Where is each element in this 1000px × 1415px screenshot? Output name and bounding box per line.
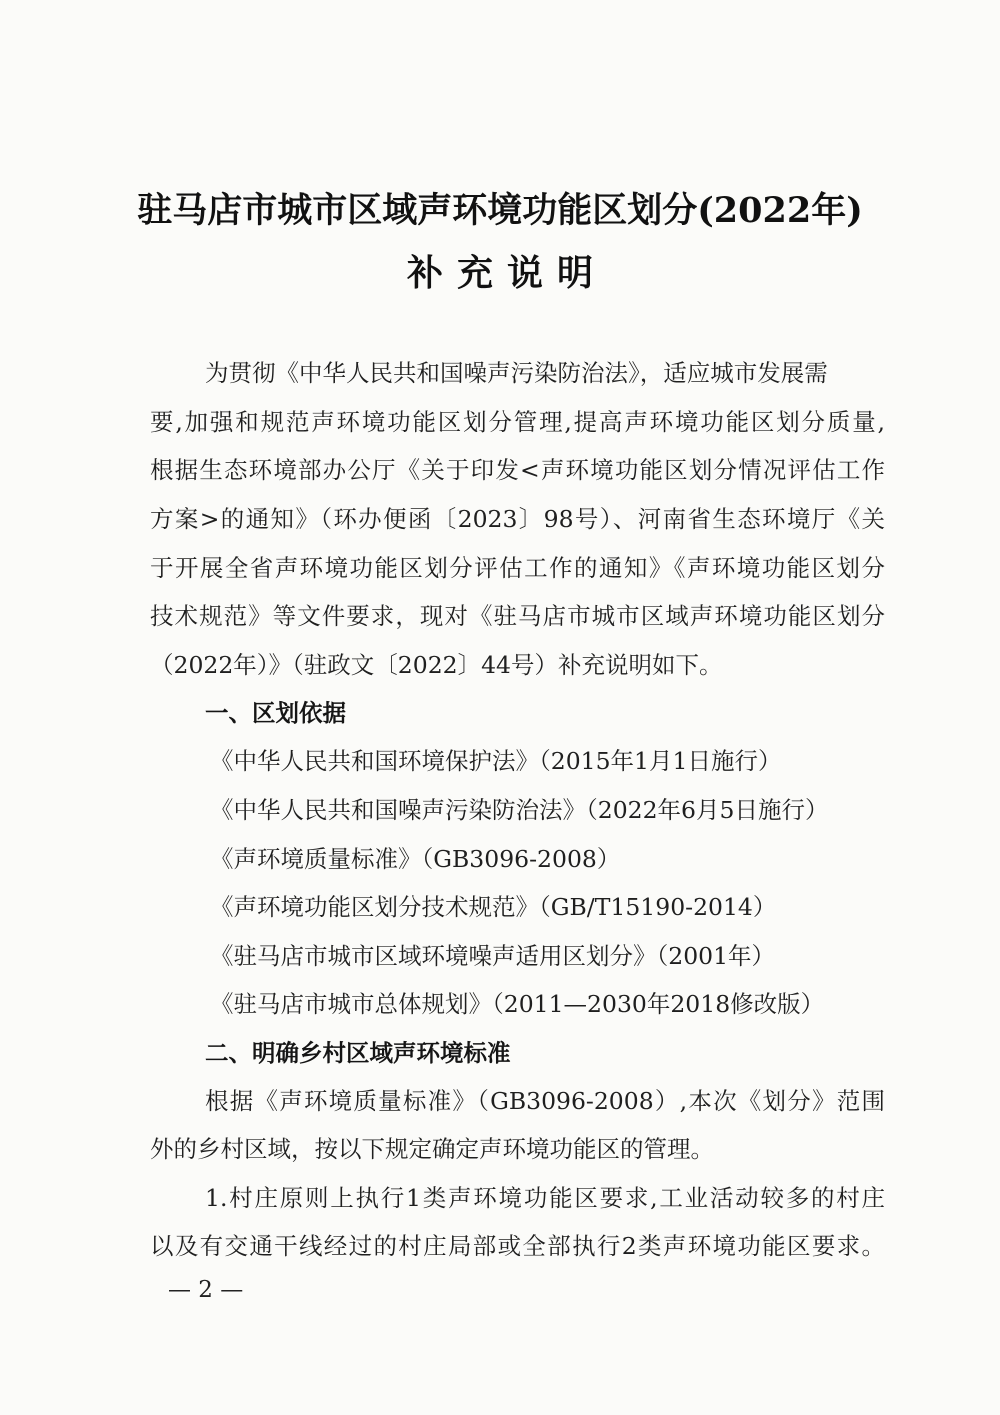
section-1-heading: 一、区划依据	[205, 699, 346, 727]
basis-item-2: 《中华人民共和国噪声污染防治法》（2022年6月5日施行）	[210, 796, 829, 824]
section-2-heading: 二、明确乡村区域声环境标准	[205, 1039, 511, 1067]
intro-line-6: 技术规范》等文件要求，现对《驻马店市城市区域声环境功能区划分	[150, 602, 885, 630]
basis-item-1: 《中华人民共和国环境保护法》（2015年1月1日施行）	[210, 747, 782, 775]
intro-line-4: 方案>的通知》（环办便函〔2023〕98号）、河南省生态环境厅《关	[150, 505, 885, 533]
intro-line-2: 要,加强和规范声环境功能区划分管理,提高声环境功能区划分质量,	[150, 408, 885, 436]
section-2-line-2: 外的乡村区域，按以下规定确定声环境功能区的管理。	[150, 1135, 714, 1163]
document-subtitle: 补充说明	[406, 252, 607, 294]
basis-item-3: 《声环境质量标准》（GB3096-2008）	[210, 845, 621, 873]
section-2-line-3: 1.村庄原则上执行1类声环境功能区要求,工业活动较多的村庄	[205, 1184, 885, 1212]
basis-item-4: 《声环境功能区划分技术规范》（GB/T15190-2014）	[210, 893, 777, 921]
document-title: 驻马店市城市区域声环境功能区划分(2022年)	[137, 190, 863, 231]
basis-item-6: 《驻马店市城市总体规划》（2011—2030年2018修改版）	[210, 990, 825, 1018]
intro-line-1: 为贯彻《中华人民共和国噪声污染防治法》，适应城市发展需	[205, 359, 828, 387]
intro-line-7: （2022年）》（驻政文〔2022〕44号）补充说明如下。	[150, 651, 723, 679]
section-2-line-1: 根据《声环境质量标准》（GB3096-2008）,本次《划分》范围	[205, 1087, 885, 1115]
basis-item-5: 《驻马店市城市区域环境噪声适用区划分》（2001年）	[210, 942, 776, 970]
intro-line-3: 根据生态环境部办公厅《关于印发<声环境功能区划分情况评估工作	[150, 456, 885, 484]
section-2-line-4: 以及有交通干线经过的村庄局部或全部执行2类声环境功能区要求。	[150, 1232, 885, 1260]
intro-line-5: 于开展全省声环境功能区划分评估工作的通知》《声环境功能区划分	[150, 554, 885, 582]
page-number: — 2 —	[168, 1277, 244, 1303]
